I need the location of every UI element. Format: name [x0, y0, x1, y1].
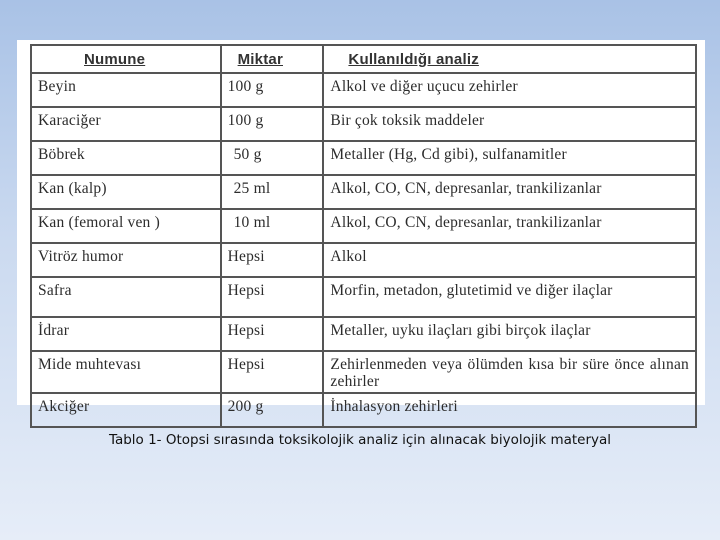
- analysis-cell: Zehirlenmeden veya ölümden kısa bir süre önce alınan zehirler: [323, 351, 696, 393]
- scanned-table-image: [17, 40, 705, 415]
- analysis-cell: Alkol, CO, CN, depresanlar, trankilizanlar: [323, 209, 696, 243]
- amount-cell: 200 g: [221, 393, 324, 427]
- analysis-cell: Metaller, uyku ilaçları gibi birçok ilaçlar: [323, 317, 696, 351]
- table-header-row: [31, 45, 696, 73]
- table-caption: Tablo 1- Otopsi sırasında toksikolojik analiz için alınacak biyolojik materyal: [108, 432, 612, 448]
- analysis-cell: İnhalasyon zehirleri: [323, 393, 696, 427]
- amount-cell: Hepsi: [221, 277, 324, 317]
- table-row: [31, 209, 696, 243]
- analysis-cell: Alkol, CO, CN, depresanlar, trankilizanlar: [323, 175, 696, 209]
- analysis-cell: Morfin, metadon, glutetimid ve diğer ilaçlar: [323, 277, 696, 317]
- table-row: [31, 141, 696, 175]
- sample-cell: Mide muhtevası: [31, 351, 221, 393]
- table-row: [31, 175, 696, 209]
- amount-cell: 25 ml: [221, 175, 324, 209]
- sample-cell: Beyin: [31, 73, 221, 107]
- amount-cell: 100 g: [221, 73, 324, 107]
- amount-cell: Hepsi: [221, 243, 324, 277]
- sample-cell: Kan (femoral ven ): [31, 209, 221, 243]
- sample-cell: İdrar: [31, 317, 221, 351]
- header-sample: Numune: [31, 45, 221, 73]
- sample-cell: Safra: [31, 277, 221, 317]
- amount-cell: 10 ml: [221, 209, 324, 243]
- analysis-cell: Metaller (Hg, Cd gibi), sulfanamitler: [323, 141, 696, 175]
- table-row: [31, 243, 696, 277]
- table-row: [31, 107, 696, 141]
- analysis-cell: Bir çok toksik maddeler: [323, 107, 696, 141]
- table-row: [31, 277, 696, 317]
- sample-cell: Böbrek: [31, 141, 221, 175]
- toxicology-sample-table: [30, 44, 697, 428]
- sample-cell: Karaciğer: [31, 107, 221, 141]
- analysis-cell: Alkol: [323, 243, 696, 277]
- amount-cell: 100 g: [221, 107, 324, 141]
- table-row: [31, 393, 696, 427]
- sample-cell: Kan (kalp): [31, 175, 221, 209]
- header-amount: Miktar: [221, 45, 324, 73]
- amount-cell: Hepsi: [221, 351, 324, 393]
- sample-cell: Akciğer: [31, 393, 221, 427]
- table-row: [31, 73, 696, 107]
- amount-cell: Hepsi: [221, 317, 324, 351]
- header-analysis: Kullanıldığı analiz: [323, 45, 696, 73]
- sample-cell: Vitröz humor: [31, 243, 221, 277]
- analysis-cell: Alkol ve diğer uçucu zehirler: [323, 73, 696, 107]
- table-row: [31, 317, 696, 351]
- amount-cell: 50 g: [221, 141, 324, 175]
- table-row: [31, 351, 696, 393]
